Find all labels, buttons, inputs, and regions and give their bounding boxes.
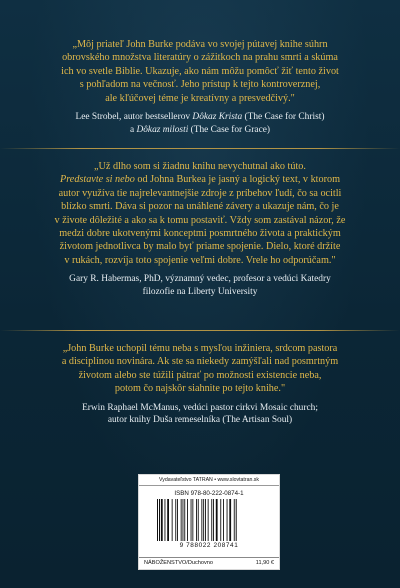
barcode-bar bbox=[183, 499, 184, 541]
quote-line: s pohľadom na večnosť. Jeho prístup k tejto kontroverznej, bbox=[79, 79, 321, 91]
book-title: Dôkaz milosti bbox=[136, 124, 189, 135]
barcode-number: 9 788022 208741 bbox=[179, 542, 239, 549]
endorsement-habermas bbox=[38, 160, 362, 298]
barcode-bar bbox=[181, 499, 182, 541]
quote-line: „John Burke uchopil tému neba s mysľou inžiniera, srdcom pastora bbox=[62, 343, 338, 354]
price-label: 11,90 € bbox=[255, 560, 274, 566]
quote-line: a disciplínou novinára. Ak ste sa niekedy zamýšľali nad posmrtným bbox=[61, 356, 339, 368]
barcode-bar bbox=[159, 499, 160, 541]
quote-line: medzi dobre ukotvenými konceptmi posmrtného života a praktickým bbox=[59, 228, 341, 240]
barcode-panel bbox=[138, 474, 280, 570]
quote-line: „Už dlho som si žiadnu knihu nevychutnal ako túto. bbox=[94, 161, 306, 172]
barcode-bar bbox=[234, 499, 235, 541]
endorsement-quote bbox=[38, 38, 362, 105]
book-title: Dôkaz Krista bbox=[192, 112, 243, 123]
barcode-bar bbox=[161, 499, 163, 541]
endorsement-attribution bbox=[38, 111, 362, 136]
barcode-bar bbox=[172, 499, 173, 541]
barcode-bar bbox=[220, 499, 221, 541]
barcode-bar bbox=[223, 499, 224, 541]
category-price-row bbox=[139, 557, 279, 569]
endorsement-quote bbox=[38, 342, 362, 396]
endorsement-attribution bbox=[38, 273, 362, 298]
quote-line: životom alebo ste túžili pátrať po možnosti existencie neba, bbox=[78, 369, 322, 381]
quote-line: v živote dôležité a ako sa k tomu postaviť. Vždy som zastával názor, že bbox=[54, 214, 346, 226]
barcode-bar bbox=[211, 499, 212, 541]
barcode-bar bbox=[227, 499, 228, 541]
isbn-label: ISBN 978-80-222-0874-1 bbox=[174, 490, 244, 497]
attribution-text: (The Case for Christ) bbox=[242, 112, 325, 123]
quote-line: životom jednotlivca by malo byť priame spojenie. Dielo, ktoré držíte bbox=[59, 241, 341, 253]
barcode-bar bbox=[187, 499, 188, 541]
barcode-bar bbox=[167, 499, 169, 541]
barcode-bar bbox=[213, 499, 214, 541]
genre-label: NÁBOŽENSTVO/Duchovno bbox=[144, 560, 214, 566]
quote-line: „Môj priateľ John Burke podáva vo svojej pútavej knihe súhrn bbox=[72, 39, 328, 50]
barcode-bar bbox=[177, 499, 178, 541]
barcode-bar bbox=[198, 499, 199, 541]
quote-line: od Johna Burkea je jasný a logický text, v ktorom bbox=[134, 174, 340, 186]
endorsement-mcmanus bbox=[38, 342, 362, 427]
attribution-text: Gary R. Habermas, PhD, významný vedec, profesor a vedúci Katedry bbox=[69, 274, 331, 285]
barcode-bar bbox=[203, 499, 204, 541]
attribution-text: autor knihy Duša remeselníka (The Artisan Soul) bbox=[107, 415, 293, 426]
quote-line: autor využíva tie najrelevantnejšie zdroje z príbehov ľudí, čo sa ocitli bbox=[58, 187, 342, 199]
attribution-text: filozofie na Liberty University bbox=[142, 286, 258, 297]
barcode-bar bbox=[208, 499, 209, 541]
barcode-bar bbox=[191, 499, 192, 541]
barcode-bar bbox=[184, 499, 185, 541]
attribution-text: (The Case for Grace) bbox=[188, 124, 271, 135]
attribution-text: Erwin Raphael McManus, vedúci pastor cirkvi Mosaic church; bbox=[82, 402, 318, 413]
barcode-bar bbox=[196, 499, 197, 541]
barcode-bar bbox=[201, 499, 202, 541]
gold-divider bbox=[0, 148, 400, 149]
attribution-text: Lee Strobel, autor bestsellerov bbox=[75, 112, 193, 123]
barcode-bar bbox=[157, 499, 158, 541]
barcode-bar bbox=[229, 499, 231, 541]
gold-divider bbox=[0, 330, 400, 331]
barcode-bar bbox=[216, 499, 218, 541]
barcode-bar bbox=[192, 499, 193, 541]
barcode-bar bbox=[236, 499, 237, 541]
publisher-line: Vydavateľstvo TATRAN • www.slovtatran.sk bbox=[139, 475, 279, 486]
barcode-bar bbox=[205, 499, 206, 541]
quote-line: ale kľúčovej téme je kreatívny a presvedčivý." bbox=[105, 92, 295, 104]
quote-line: ich vo svetle Biblie. Ukazuje, ako nám môžu pomôcť žiť tento život bbox=[61, 65, 339, 77]
quote-line: v rukách, rozvíja toto spojenie veľmi dobre. Vrele ho odporúčam." bbox=[64, 254, 336, 266]
barcode-bar bbox=[175, 499, 176, 541]
quote-line: blízko smrti. Dáva si pozor na unáhlené závery a ukazuje nám, čo je bbox=[61, 201, 339, 213]
endorsement-quote bbox=[38, 160, 362, 267]
quote-line: potom čo najskôr siahnite po tejto knihe." bbox=[114, 383, 286, 395]
quote-line: obrovského množstva literatúry o zážitkoch na prahu smrti a skúma bbox=[62, 52, 338, 64]
barcode-bar bbox=[165, 499, 166, 541]
endorsement-attribution bbox=[38, 402, 362, 427]
attribution-text: a bbox=[129, 124, 137, 135]
endorsement-strobel bbox=[38, 38, 362, 136]
book-title: Predstavte si nebo bbox=[59, 174, 135, 186]
barcode-bars bbox=[155, 499, 263, 541]
